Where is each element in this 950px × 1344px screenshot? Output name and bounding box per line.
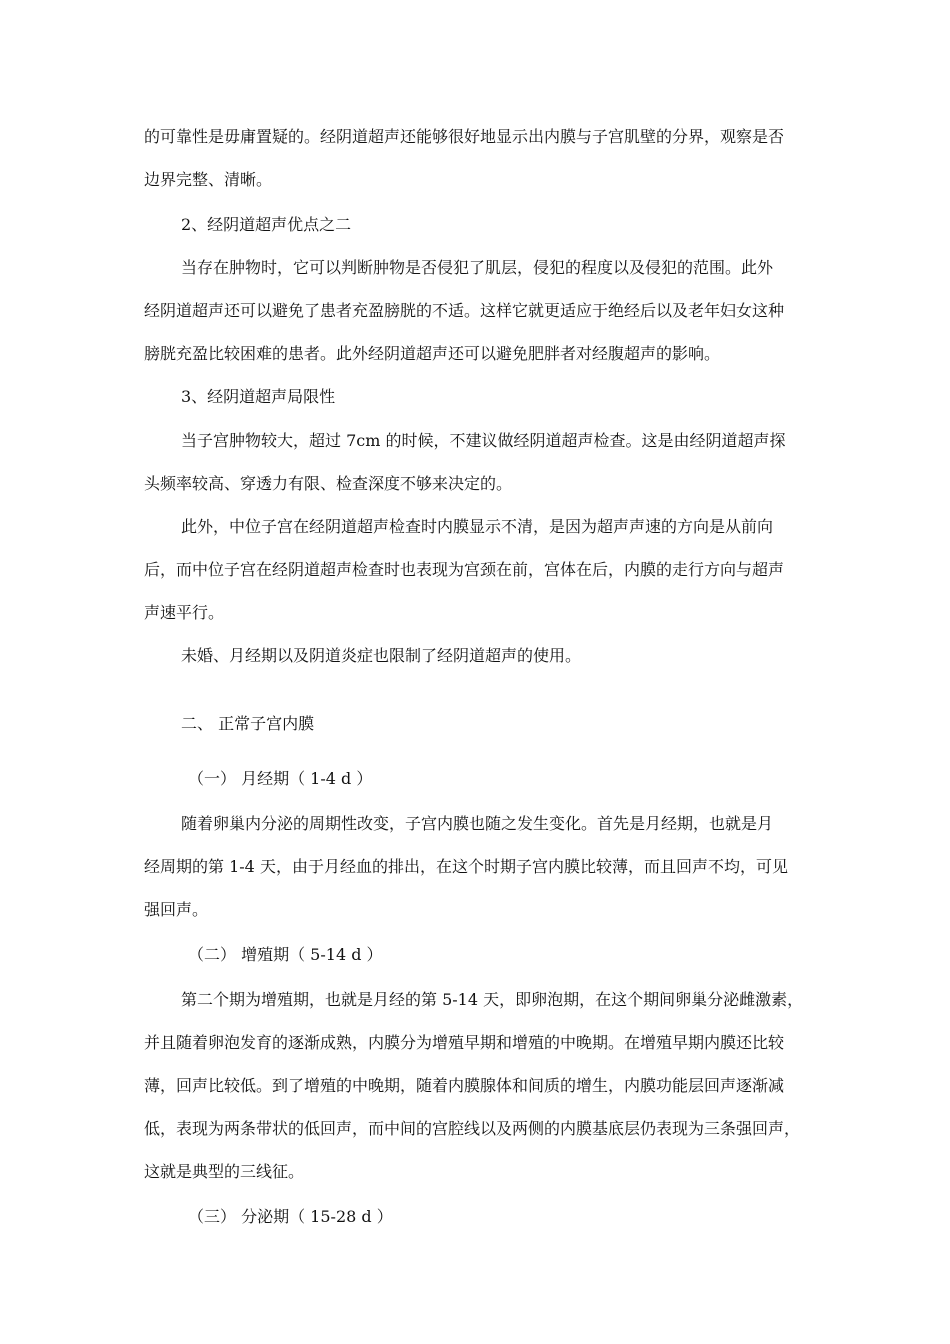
- paragraph-line: 未婚、月经期以及阴道炎症也限制了经阴道超声的使用。: [181, 646, 582, 665]
- section-heading: 3、经阴道超声局限性: [181, 387, 336, 406]
- paragraph-line: 当子宫肿物较大，超过 7cm 的时候，不建议做经阴道超声检查。这是由经阴道超声探: [181, 431, 786, 450]
- paragraph-line: 随着卵巢内分泌的周期性改变，子宫内膜也随之发生变化。首先是月经期，也就是月: [181, 814, 774, 833]
- subsection-heading: （一） 月经期（ 1-4 d ）: [188, 769, 373, 788]
- paragraph-line: 当存在肿物时，它可以判断肿物是否侵犯了肌层，侵犯的程度以及侵犯的范围。此外: [181, 258, 774, 277]
- paragraph-line: 经周期的第 1-4 天，由于月经血的排出，在这个时期子宫内膜比较薄，而且回声不均，可见: [144, 857, 788, 876]
- subsection-heading: （二） 增殖期（ 5-14 d ）: [188, 945, 383, 964]
- paragraph-line: 头频率较高、穿透力有限、检查深度不够来决定的。: [144, 474, 513, 493]
- subsection-heading: （三） 分泌期（ 15-28 d ）: [188, 1207, 393, 1226]
- paragraph-line: 并且随着卵泡发育的逐渐成熟，内膜分为增殖早期和增殖的中晚期。在增殖早期内膜还比较: [144, 1033, 785, 1052]
- paragraph-line: 声速平行。: [144, 603, 225, 622]
- chapter-heading: 二、 正常子宫内膜: [181, 714, 315, 733]
- paragraph-line: 经阴道超声还可以避免了患者充盈膀胱的不适。这样它就更适应于绝经后以及老年妇女这种: [144, 301, 785, 320]
- paragraph-line: 膀胱充盈比较困难的患者。此外经阴道超声还可以避免肥胖者对经腹超声的影响。: [144, 344, 721, 363]
- paragraph-line: 这就是典型的三线征。: [144, 1162, 305, 1181]
- paragraph-line: 此外，中位子宫在经阴道超声检查时内膜显示不清，是因为超声声速的方向是从前向: [181, 517, 774, 536]
- paragraph-line: 强回声。: [144, 900, 209, 919]
- paragraph-line: 的可靠性是毋庸置疑的。经阴道超声还能够很好地显示出内膜与子宫肌壁的分界，观察是否: [144, 127, 785, 146]
- paragraph-line: 低，表现为两条带状的低回声，而中间的宫腔线以及两侧的内膜基底层仍表现为三条强回声，: [144, 1119, 801, 1138]
- paragraph-line: 薄，回声比较低。到了增殖的中晚期，随着内膜腺体和间质的增生，内膜功能层回声逐渐减: [144, 1076, 785, 1095]
- paragraph-line: 后，而中位子宫在经阴道超声检查时也表现为宫颈在前，宫体在后，内膜的走行方向与超声: [144, 560, 785, 579]
- paragraph-line: 第二个期为增殖期，也就是月经的第 5-14 天，即卵泡期，在这个期间卵巢分泌雌激素，: [181, 990, 804, 1009]
- section-heading: 2、经阴道超声优点之二: [181, 215, 352, 234]
- paragraph-line: 边界完整、清晰。: [144, 170, 273, 189]
